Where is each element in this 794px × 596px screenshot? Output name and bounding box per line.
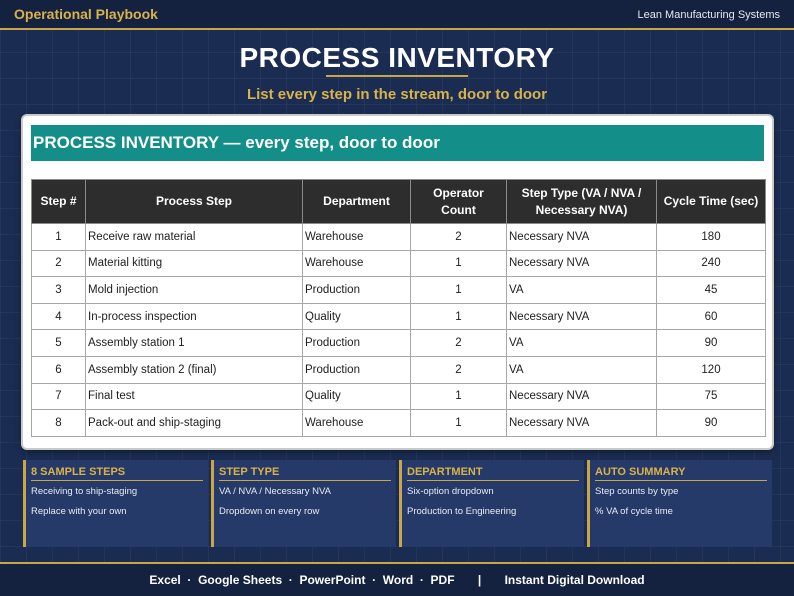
column-header-step-number: Step # <box>32 180 86 224</box>
step-number-cell: 5 <box>32 330 86 357</box>
feature-card-text: Receiving to ship-staging <box>31 486 138 497</box>
step-number-cell: 3 <box>32 277 86 304</box>
step-number-cell: 6 <box>32 356 86 383</box>
process-step-cell: Assembly station 2 (final) <box>86 356 303 383</box>
feature-card-sample-steps <box>23 460 208 547</box>
step-type-cell: Necessary NVA <box>507 383 657 410</box>
operator-count-cell: 1 <box>411 410 507 437</box>
feature-card-title: AUTO SUMMARY <box>595 466 686 478</box>
cycle-time-cell: 240 <box>657 250 766 277</box>
cycle-time-cell: 60 <box>657 303 766 330</box>
operator-count-cell: 2 <box>411 224 507 251</box>
department-cell: Production <box>303 277 411 304</box>
process-step-cell: Final test <box>86 383 303 410</box>
process-step-cell: Receive raw material <box>86 224 303 251</box>
table-row <box>32 250 766 277</box>
column-header-department: Department <box>303 180 411 224</box>
feature-card-divider <box>219 480 391 481</box>
column-header-step-type: Step Type (VA / NVA / Necessary NVA) <box>507 180 657 224</box>
operator-count-cell: 1 <box>411 383 507 410</box>
bottom-bar <box>0 562 794 596</box>
feature-card-divider <box>407 480 579 481</box>
table-row <box>32 330 766 357</box>
sheet-banner-title: PROCESS INVENTORY — every step, door to door <box>33 133 440 152</box>
spreadsheet-preview-card <box>23 116 772 448</box>
operator-count-cell: 1 <box>411 250 507 277</box>
feature-card-text: Dropdown on every row <box>219 506 320 517</box>
operator-count-cell: 2 <box>411 330 507 357</box>
process-step-cell: Material kitting <box>86 250 303 277</box>
department-cell: Warehouse <box>303 410 411 437</box>
brand-tagline: Lean Manufacturing Systems <box>637 9 780 21</box>
department-cell: Production <box>303 356 411 383</box>
table-row <box>32 303 766 330</box>
feature-card-text: Step counts by type <box>595 486 679 497</box>
feature-card-text: % VA of cycle time <box>595 506 673 517</box>
department-cell: Quality <box>303 303 411 330</box>
column-header-cycle-time: Cycle Time (sec) <box>657 180 766 224</box>
cycle-time-cell: 90 <box>657 410 766 437</box>
page-subtitle: List every step in the stream, door to door <box>246 86 548 103</box>
column-header-operator-count: Operator Count <box>411 180 507 224</box>
table-row <box>32 224 766 251</box>
table-row <box>32 383 766 410</box>
table-row <box>32 277 766 304</box>
step-type-cell: VA <box>507 330 657 357</box>
process-step-cell: Mold injection <box>86 277 303 304</box>
feature-card-divider <box>595 480 767 481</box>
step-type-cell: Necessary NVA <box>507 224 657 251</box>
feature-card-department <box>399 460 584 547</box>
operator-count-cell: 1 <box>411 303 507 330</box>
table-row <box>32 410 766 437</box>
feature-card-text: Six-option dropdown <box>407 486 494 497</box>
table-row <box>32 356 766 383</box>
step-type-cell: VA <box>507 356 657 383</box>
department-cell: Warehouse <box>303 250 411 277</box>
cycle-time-cell: 180 <box>657 224 766 251</box>
feature-card-title: 8 SAMPLE STEPS <box>31 466 126 478</box>
department-cell: Warehouse <box>303 224 411 251</box>
feature-card-step-type <box>211 460 396 547</box>
column-header-process-step: Process Step <box>86 180 303 224</box>
page-title: PROCESS INVENTORY <box>239 42 555 73</box>
title-underline <box>326 75 468 77</box>
process-step-cell: Assembly station 1 <box>86 330 303 357</box>
step-number-cell: 7 <box>32 383 86 410</box>
step-type-cell: VA <box>507 277 657 304</box>
cycle-time-cell: 90 <box>657 330 766 357</box>
format-list: Excel · Google Sheets · PowerPoint · Word · PDF | Instant Digital Download <box>149 573 645 587</box>
feature-card-text: Replace with your own <box>31 506 127 517</box>
process-step-cell: In-process inspection <box>86 303 303 330</box>
step-number-cell: 1 <box>32 224 86 251</box>
operator-count-cell: 2 <box>411 356 507 383</box>
feature-card-title: DEPARTMENT <box>407 466 483 478</box>
step-type-cell: Necessary NVA <box>507 303 657 330</box>
step-number-cell: 2 <box>32 250 86 277</box>
step-type-cell: Necessary NVA <box>507 250 657 277</box>
feature-card-auto-summary <box>587 460 772 547</box>
cycle-time-cell: 120 <box>657 356 766 383</box>
feature-card-title: STEP TYPE <box>219 466 280 478</box>
table-header-row <box>32 180 766 224</box>
sheet-banner <box>31 125 764 161</box>
feature-card-text: Production to Engineering <box>407 506 517 517</box>
feature-card-divider <box>31 480 203 481</box>
top-bar <box>0 0 794 30</box>
process-step-cell: Pack-out and ship-staging <box>86 410 303 437</box>
feature-card-text: VA / NVA / Necessary NVA <box>219 486 331 497</box>
step-number-cell: 8 <box>32 410 86 437</box>
process-inventory-table <box>31 179 766 437</box>
step-number-cell: 4 <box>32 303 86 330</box>
brand-title: Operational Playbook <box>14 6 158 22</box>
operator-count-cell: 1 <box>411 277 507 304</box>
step-type-cell: Necessary NVA <box>507 410 657 437</box>
department-cell: Production <box>303 330 411 357</box>
department-cell: Quality <box>303 383 411 410</box>
cycle-time-cell: 45 <box>657 277 766 304</box>
cycle-time-cell: 75 <box>657 383 766 410</box>
